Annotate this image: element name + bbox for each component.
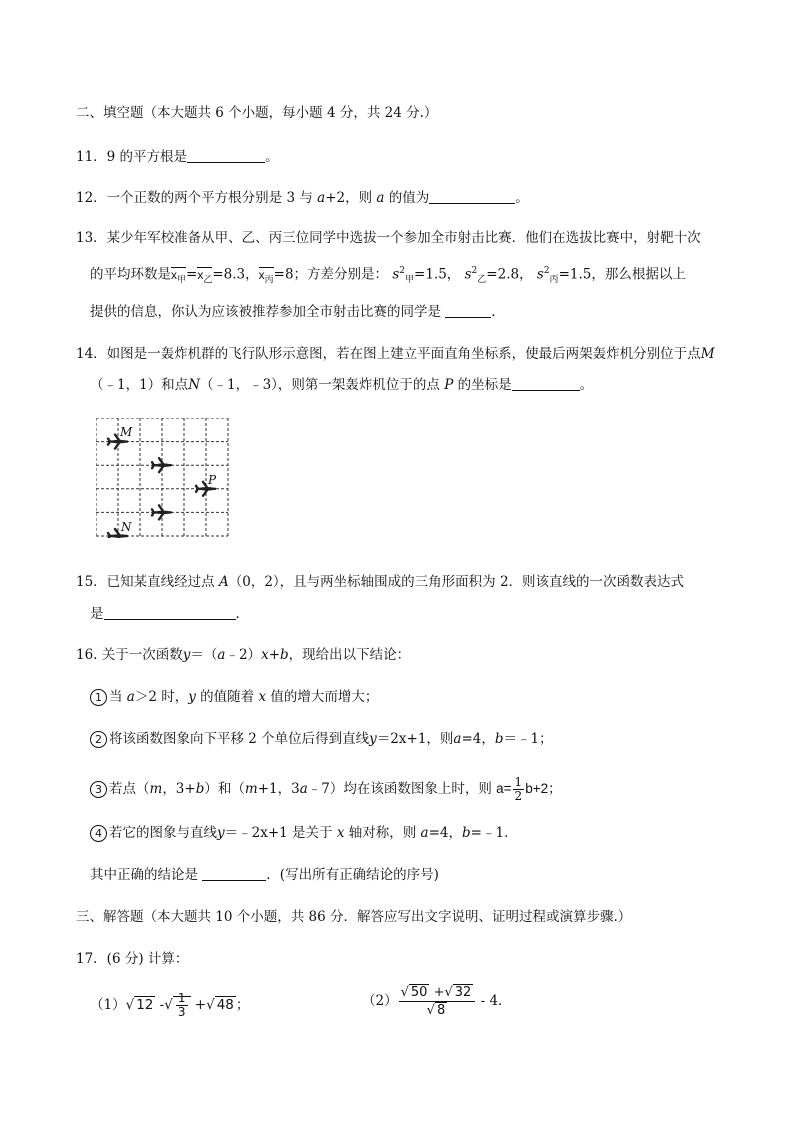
sqrt-48: √ 48 (206, 997, 234, 1013)
question-15-line1: 15．已知某直线经过点 A（0，2），且与两坐标轴围成的三角形面积为 2．则该直线的一次函数表达式 (76, 574, 685, 590)
plane-icon (152, 458, 171, 472)
answer-blank[interactable] (429, 189, 515, 204)
conclusion-2: 2 将该函数图象向下平移 2 个单位后得到直线y＝2x+1，则a=4，b＝﹣1； (90, 730, 553, 748)
question-17-part2: （2） $\frac{√ 50 +√ 32}{√ 8}$ - 4． (362, 985, 512, 1018)
label-n: N (121, 520, 132, 534)
question-14-line2: （﹣1，1）和点N（﹣1，﹣3），则第一架轰炸机位于的点 P 的坐标是 。 (90, 377, 594, 393)
circled-number-3: 3 (90, 781, 107, 798)
mean-yi: $x_乙$ (197, 267, 213, 284)
section3-title: 三、解答题（本大题共 10 个小题，共 86 分．解答应写出文字说明、证明过程或演算步骤.） (76, 909, 632, 925)
question-17-part1: （1）√ 12 -√ $\frac{1}{3}$ +√ 48 ； (90, 988, 249, 1022)
question-13-line3: 提供的信息，你认为应该被推荐参加全市射击比赛的同学是 ． (90, 304, 505, 320)
label-m: M (120, 425, 133, 439)
question-13-line1: 13．某少年军校准备从甲、乙、丙三位同学中选拔一个参加全市射击比赛．他们在选拔比赛中，射靶十次 (76, 230, 701, 246)
circled-number-4: 4 (90, 825, 107, 842)
question-17-head: 17．(6 分) 计算： (76, 951, 189, 967)
mean-jia: $x_甲$ (171, 267, 187, 284)
fraction-expression: $\frac{√ 50 +√ 32}{√ 8}$ (399, 984, 476, 1019)
formation-grid-svg (96, 418, 230, 538)
circled-number-1: 1 (90, 689, 107, 706)
answer-blank[interactable] (512, 376, 580, 391)
question-12: 12．一个正数的两个平方根分别是 3 与 a+2，则 a 的值为 。 (76, 190, 529, 206)
question-16-head: 16. 关于一次函数y＝（a﹣2）x+b，现给出以下结论： (76, 647, 411, 663)
sqrt-12: √ 12 (125, 997, 154, 1013)
section2-title: 二、填空题（本大题共 6 个小题，每小题 4 分，共 24 分.） (76, 105, 438, 121)
answer-blank[interactable] (202, 866, 266, 881)
conclusion-3: 3 若点（m，3+b）和（m+1，3a﹣7）均在该函数图象上时，则 a= $\frac{1}{2}$ b+2； (90, 776, 562, 803)
question-14-line1: 14．如图是一轰炸机群的飞行队形示意图，若在图上建立平面直角坐标系，使最后两架轰炸机分别位于点M (76, 346, 715, 362)
question-13-line2: 的平均环数是$x_甲=x_乙=8.3$，$x_丙=8$；方差分别是： $s^2_甲=1.5$， $s^2_乙=2.8$， $s^2_丙=1.5$，那么根据以上 (90, 266, 686, 286)
fraction-one-half: $\frac{1}{2}$ (514, 775, 523, 803)
question-11: 11．9 的平方根是 。 (76, 149, 279, 165)
answer-blank[interactable] (187, 148, 265, 163)
sqrt-one-third: √ $\frac{1}{3}$ (164, 988, 190, 1022)
conclusion-4: 4 若它的图象与直线y＝﹣2x+1 是关于 x 轴对称，则 a=4，b=﹣1． (90, 824, 518, 842)
label-p: P (208, 473, 217, 487)
question-15-line2: 是 ． (90, 606, 249, 622)
answer-blank[interactable] (104, 605, 236, 620)
conclusion-1: 1 当 a＞2 时，y 的值随着 x 值的增大而增大； (90, 688, 378, 706)
question-16-answer: 其中正确的结论是 ．(写出所有正确结论的序号) (90, 867, 439, 883)
circled-number-2: 2 (90, 731, 107, 748)
mean-bing: $x_丙$ (258, 267, 274, 284)
formation-grid-figure (96, 418, 230, 538)
answer-blank[interactable] (445, 303, 491, 318)
plane-icon (152, 505, 171, 519)
